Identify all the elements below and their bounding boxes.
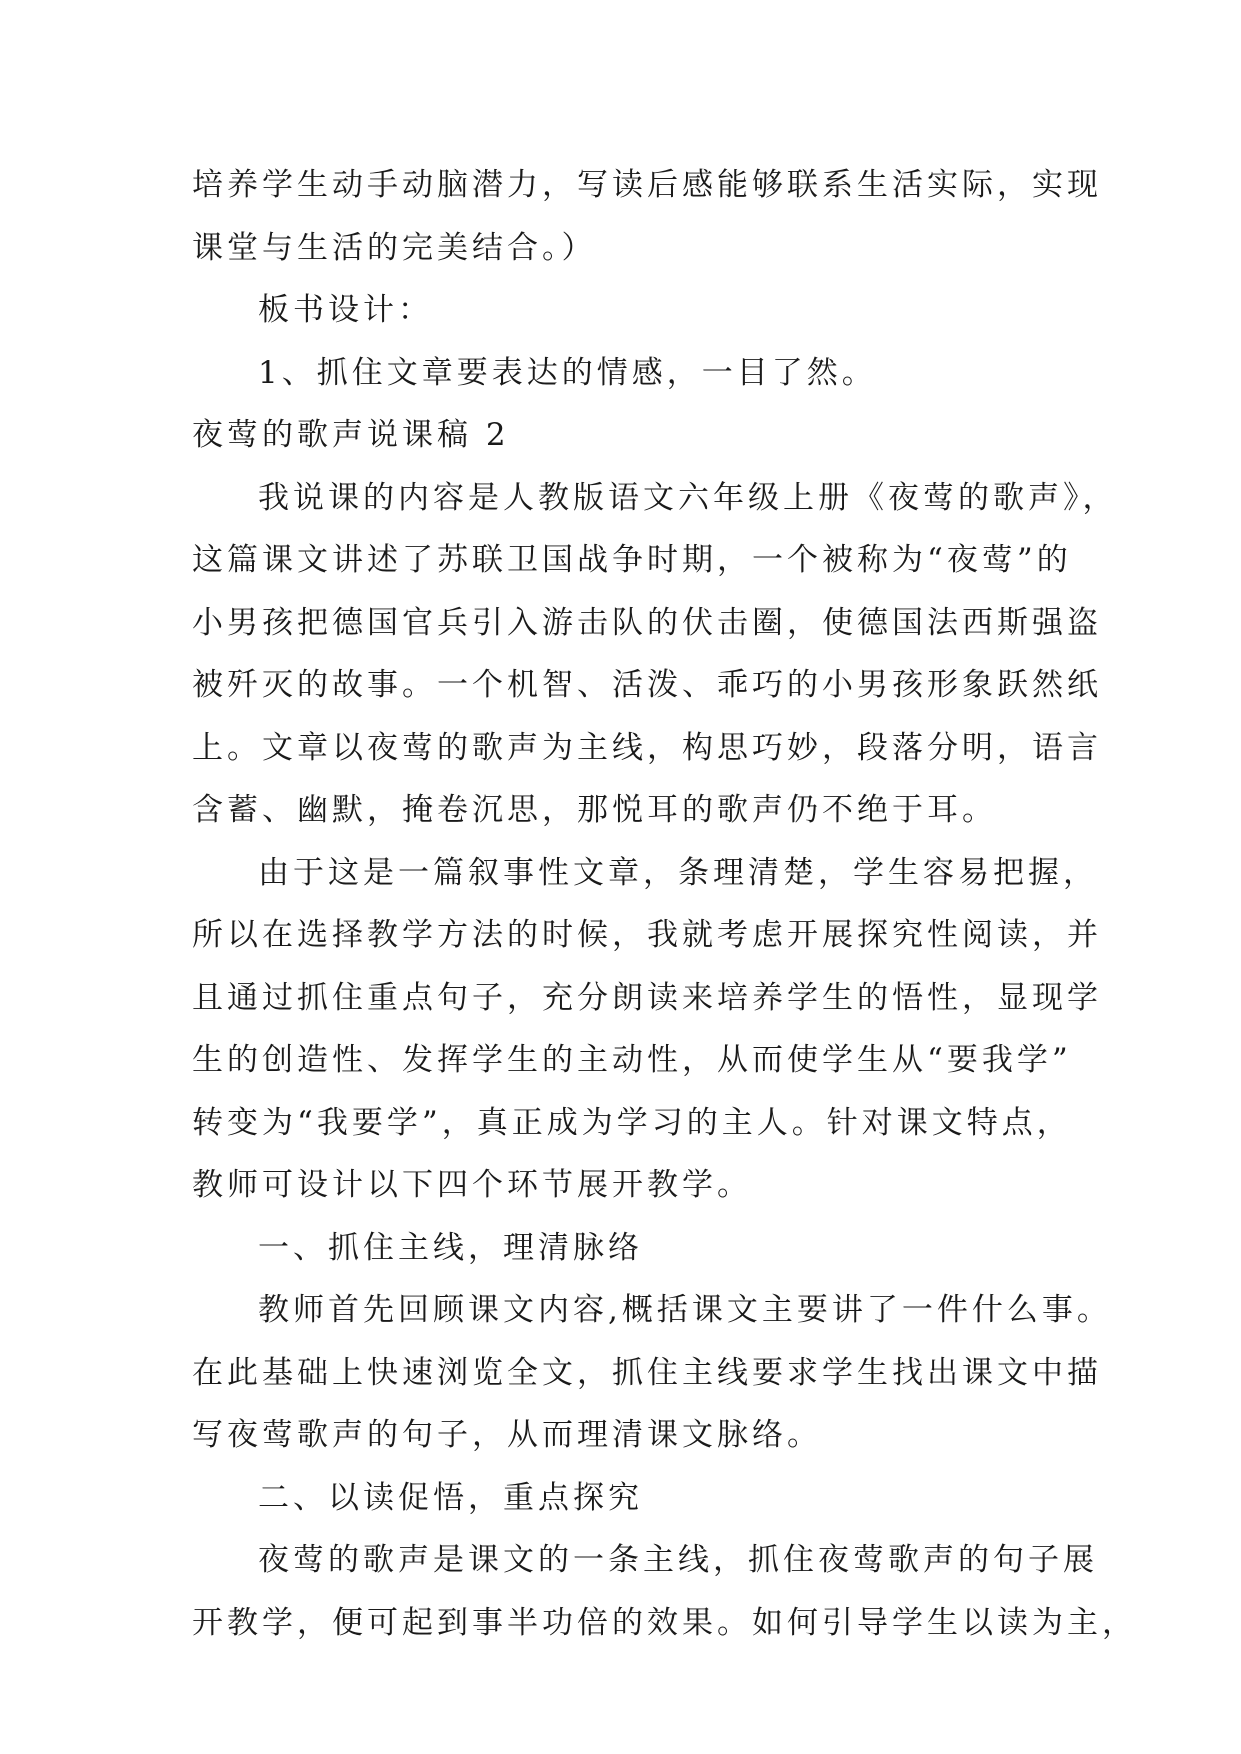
text-line: 我说课的内容是人教版语文六年级上册《夜莺的歌声》，: [258, 479, 1118, 516]
text-line: 教师可设计以下四个环节展开教学。: [192, 1167, 752, 1203]
text-line: 写夜莺歌声的句子，从而理清课文脉络。: [192, 1417, 822, 1453]
text-line: 培养学生动手动脑潜力，写读后感能够联系生活实际，实现: [192, 167, 1102, 203]
text-line: 上。文章以夜莺的歌声为主线，构思巧妙，段落分明，语言: [192, 729, 1102, 766]
text-line: 含蓄、幽默，掩卷沉思，那悦耳的歌声仍不绝于耳。: [192, 792, 997, 828]
text-line: 在此基础上快速浏览全文，抓住主线要求学生找出课文中描: [192, 1354, 1102, 1391]
text-line: 教师首先回顾课文内容,概括课文主要讲了一件什么事。: [258, 1292, 1112, 1328]
section-title: 夜莺的歌声说课稿 2: [192, 417, 510, 453]
text-line: 所以在选择教学方法的时候，我就考虑开展探究性阅读，并: [192, 917, 1102, 953]
document-body: [192, 154, 1137, 1654]
heading-board-design: 板书设计：: [258, 292, 433, 328]
text-line: 被歼灭的故事。一个机智、活泼、乖巧的小男孩形象跃然纸: [192, 667, 1102, 703]
text-line: 生的创造性、发挥学生的主动性，从而使学生从“要我学”: [192, 1042, 1072, 1078]
text-line: 夜莺的歌声是课文的一条主线，抓住夜莺歌声的句子展: [258, 1542, 1098, 1578]
subheading-step-1: 一、抓住主线，理清脉络: [258, 1229, 643, 1266]
text-line: 小男孩把德国官兵引入游击队的伏击圈，使德国法西斯强盗: [192, 604, 1102, 641]
text-line: 1、抓住文章要表达的情感，一目了然。: [258, 354, 877, 391]
text-line: 课堂与生活的完美结合。）: [192, 229, 597, 266]
subheading-step-2: 二、以读促悟，重点探究: [258, 1479, 643, 1516]
text-line: 且通过抓住重点句子，充分朗读来培养学生的悟性，显现学: [192, 979, 1102, 1016]
text-line: 开教学，便可起到事半功倍的效果。如何引导学生以读为主，: [192, 1604, 1137, 1641]
text-line: 由于这是一篇叙事性文章，条理清楚，学生容易把握，: [258, 854, 1098, 891]
text-line: 这篇课文讲述了苏联卫国战争时期，一个被称为“夜莺”的: [192, 542, 1072, 578]
text-line: 转变为“我要学”，真正成为学习的主人。针对课文特点，: [192, 1104, 1072, 1141]
